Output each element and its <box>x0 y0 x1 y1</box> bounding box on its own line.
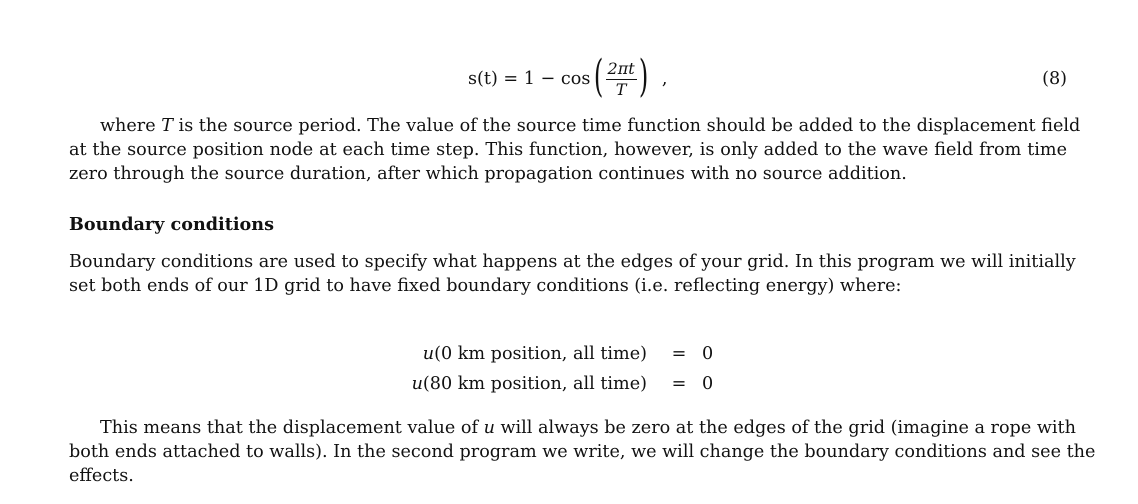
equation-8-comma: , <box>661 69 668 89</box>
bc-equation-1-rhs: 0 <box>702 344 714 364</box>
bc-equation-1-equals: = <box>671 344 687 364</box>
paragraph-1-line-3: zero through the source duration, after which propagation continues with no source addition. <box>69 164 907 184</box>
paragraph-3-line-1: This means that the displacement value of u will always be zero at the edges of the grid (imagine a rope with <box>100 418 1076 438</box>
equation-8 <box>468 53 667 105</box>
bc-equation-2-equals: = <box>671 374 687 394</box>
equation-number: (8) <box>1042 69 1067 89</box>
equation-8-lhs: s(t) = 1 − cos <box>468 69 591 89</box>
fraction-denominator: T <box>615 79 627 99</box>
paragraph-2-line-1: Boundary conditions are used to specify what happens at the edges of your grid. In this program we will initially <box>69 252 1076 272</box>
fraction-numerator: 2πt <box>607 58 635 78</box>
variable-u: u <box>483 418 495 438</box>
paragraph-2-line-2: set both ends of our 1D grid to have fixed boundary conditions (i.e. reflecting energy) where: <box>69 276 902 296</box>
variable-T: T <box>161 116 173 136</box>
section-heading: Boundary conditions <box>69 214 274 235</box>
right-paren: ) <box>638 51 648 102</box>
paragraph-1-line-2: at the source position node at each time step. This function, however, is only added to the wave field from time <box>69 140 1067 160</box>
paragraph-3-line-3: effects. <box>69 466 134 486</box>
document-page <box>69 0 1096 504</box>
bc-equation-1-lhs: u(0 km position, all time) <box>422 344 647 364</box>
bc-equation-2-lhs: u(80 km position, all time) <box>411 374 647 394</box>
fraction <box>606 60 637 99</box>
left-paren: ( <box>594 51 604 102</box>
paragraph-1-line-1: where T is the source period. The value of the source time function should be added to the displacement field <box>100 116 1081 136</box>
bc-equation-2-rhs: 0 <box>702 374 714 394</box>
paragraph-3-line-2: both ends attached to walls). In the second program we write, we will change the boundary conditions and see the <box>69 442 1096 462</box>
